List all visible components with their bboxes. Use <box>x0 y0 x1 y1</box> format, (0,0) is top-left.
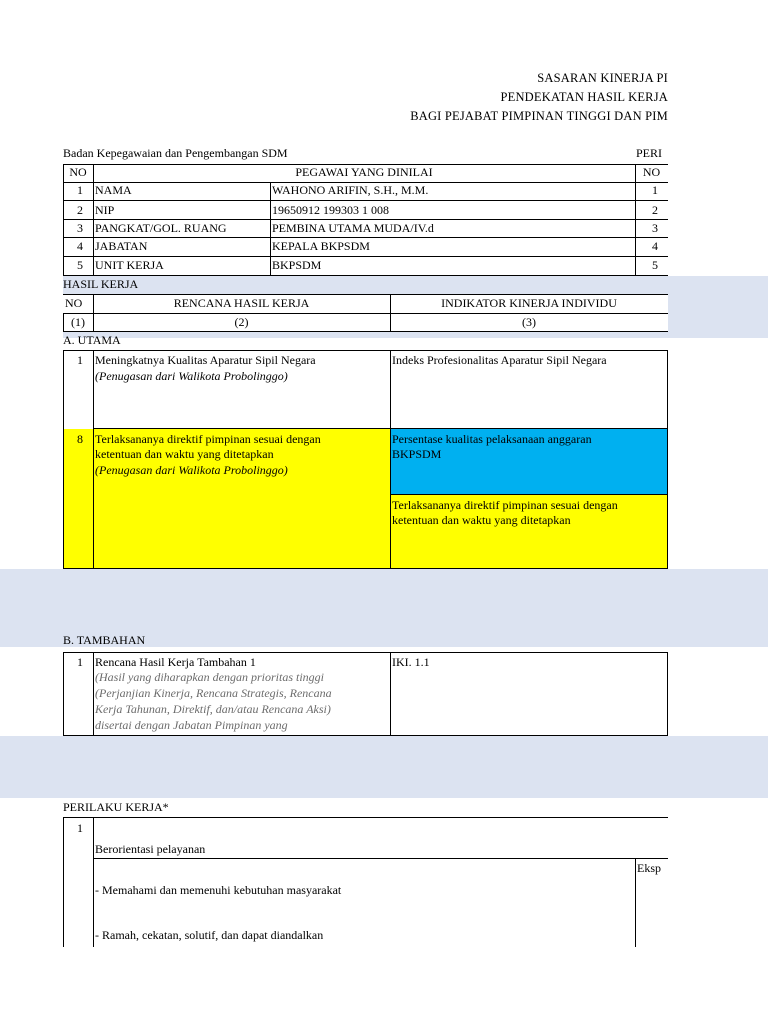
grid-line <box>63 313 64 332</box>
rhk-text: Rencana Hasil Kerja Tambahan 1 <box>95 655 256 669</box>
grid-line <box>93 350 94 569</box>
hk-col-iki: INDIKATOR KINERJA INDIVIDU <box>441 296 617 310</box>
rhk-note: (Penugasan dari Walikota Probolinggo) <box>95 369 288 383</box>
emp-row-label: PANGKAT/GOL. RUANG <box>95 221 227 235</box>
iki-text: Indeks Profesionalitas Aparatur Sipil Negara <box>392 353 607 367</box>
emp-row-right-no: 1 <box>652 183 658 197</box>
emp-row-value: 19650912 199303 1 008 <box>272 203 389 217</box>
perilaku-item: Berorientasi pelayanan <box>95 842 206 856</box>
emp-row-value: PEMBINA UTAMA MUDA/IV.d <box>272 221 434 235</box>
org-name: Badan Kepegawaian dan Pengembangan SDM <box>63 146 288 160</box>
grid-line <box>390 294 391 332</box>
hk-num-3: (3) <box>522 315 536 329</box>
iki-text-line: BKPSDM <box>392 447 442 461</box>
rhk-text-line: Terlaksananya direktif pimpinan sesuai dengan <box>95 432 321 446</box>
rhk-note-line: (Hasil yang diharapkan dengan prioritas tinggi <box>95 670 324 684</box>
grid-line <box>63 652 668 653</box>
grid-line <box>93 428 668 429</box>
emp-row-value: WAHONO ARIFIN, S.H., M.M. <box>272 183 429 197</box>
row-no: 1 <box>77 655 83 669</box>
grid-line <box>93 858 668 859</box>
tambahan-title: B. TAMBAHAN <box>63 633 146 647</box>
rhk-note-line: Kerja Tahunan, Direktif, dan/atau Rencana Aksi) <box>95 702 331 716</box>
row-no: 1 <box>77 353 83 367</box>
iki-text: IKI. 1.1 <box>392 655 430 669</box>
hk-col-rhk: RENCANA HASIL KERJA <box>173 296 310 310</box>
iki-text-line: ketentuan dan waktu yang ditetapkan <box>392 513 571 527</box>
grid-line <box>93 294 94 332</box>
emp-row-no: 2 <box>77 203 83 217</box>
grid-line <box>63 164 64 275</box>
emp-col-title: PEGAWAI YANG DINILAI <box>295 165 433 179</box>
grid-line <box>63 164 668 165</box>
emp-row-no: 5 <box>77 258 83 272</box>
grid-line <box>63 294 668 295</box>
grid-line <box>63 219 668 220</box>
rhk-note: (Penugasan dari Walikota Probolinggo) <box>95 463 288 477</box>
rhk-text: Meningkatnya Kualitas Aparatur Sipil Negara <box>95 353 316 367</box>
grid-line <box>63 652 64 736</box>
grid-line <box>63 182 668 183</box>
grid-line <box>63 200 668 201</box>
perilaku-bullet: - Ramah, cekatan, solutif, dan dapat diandalkan <box>95 928 324 942</box>
emp-row-label: NAMA <box>95 183 132 197</box>
grid-line <box>63 350 64 569</box>
grid-line <box>390 652 391 736</box>
grid-line <box>93 164 94 275</box>
rhk-text-line: ketentuan dan waktu yang ditetapkan <box>95 447 274 461</box>
emp-row-right-no: 4 <box>652 239 658 253</box>
emp-row-right-no: 2 <box>652 203 658 217</box>
emp-col-no: NO <box>69 165 87 179</box>
rhk-note-line: disertai dengan Jabatan Pimpinan yang <box>95 718 288 732</box>
hk-num-1: (1) <box>71 315 85 329</box>
emp-row-value: BKPSDM <box>272 258 322 272</box>
header-line-1: SASARAN KINERJA PI <box>537 71 668 85</box>
row-no: 1 <box>77 821 83 835</box>
emp-row-right-no: 5 <box>652 258 658 272</box>
grid-line <box>63 331 668 332</box>
grid-line <box>63 256 668 257</box>
hk-num-2: (2) <box>234 315 249 329</box>
grid-line <box>390 350 391 569</box>
emp-row-no: 1 <box>77 183 83 197</box>
grid-line <box>635 164 636 275</box>
grid-line <box>390 494 668 495</box>
shaded-band <box>0 736 768 798</box>
perilaku-title: PERILAKU KERJA* <box>63 800 169 814</box>
emp-row-right-no: 3 <box>652 221 658 235</box>
grid-line <box>63 237 668 238</box>
header-line-3: BAGI PEJABAT PIMPINAN TINGGI DAN PIM <box>410 109 668 123</box>
iki-text-line: Terlaksananya direktif pimpinan sesuai dengan <box>392 498 618 512</box>
header-line-2: PENDEKATAN HASIL KERJA <box>500 90 668 104</box>
grid-line <box>63 350 668 351</box>
iki-text-line: Persentase kualitas pelaksanaan anggaran <box>392 432 592 446</box>
perilaku-bullet: - Memahami dan memenuhi kebutuhan masyarakat <box>95 883 342 897</box>
grid-line <box>667 350 668 569</box>
emp-row-no: 3 <box>77 221 83 235</box>
rhk-note-line: (Perjanjian Kinerja, Rencana Strategis, Rencana <box>95 686 332 700</box>
emp-col-no-right: NO <box>642 165 661 179</box>
grid-line <box>63 817 668 818</box>
hasil-kerja-title: HASIL KERJA <box>63 277 139 291</box>
row-no: 8 <box>77 432 83 446</box>
grid-line <box>270 182 271 275</box>
emp-row-no: 4 <box>77 239 83 253</box>
emp-row-value: KEPALA BKPSDM <box>272 239 370 253</box>
grid-line <box>63 817 64 947</box>
utama-title: A. UTAMA <box>63 333 121 347</box>
emp-row-label: JABATAN <box>95 239 148 253</box>
grid-line <box>63 313 668 314</box>
grid-line <box>93 652 94 736</box>
grid-line <box>667 652 668 736</box>
ekspektasi-label: Eksp <box>637 861 661 875</box>
emp-row-label: UNIT KERJA <box>95 258 164 272</box>
hk-col-no: NO <box>65 296 83 310</box>
emp-row-label: NIP <box>95 203 115 217</box>
period-label: PERI <box>636 146 663 160</box>
